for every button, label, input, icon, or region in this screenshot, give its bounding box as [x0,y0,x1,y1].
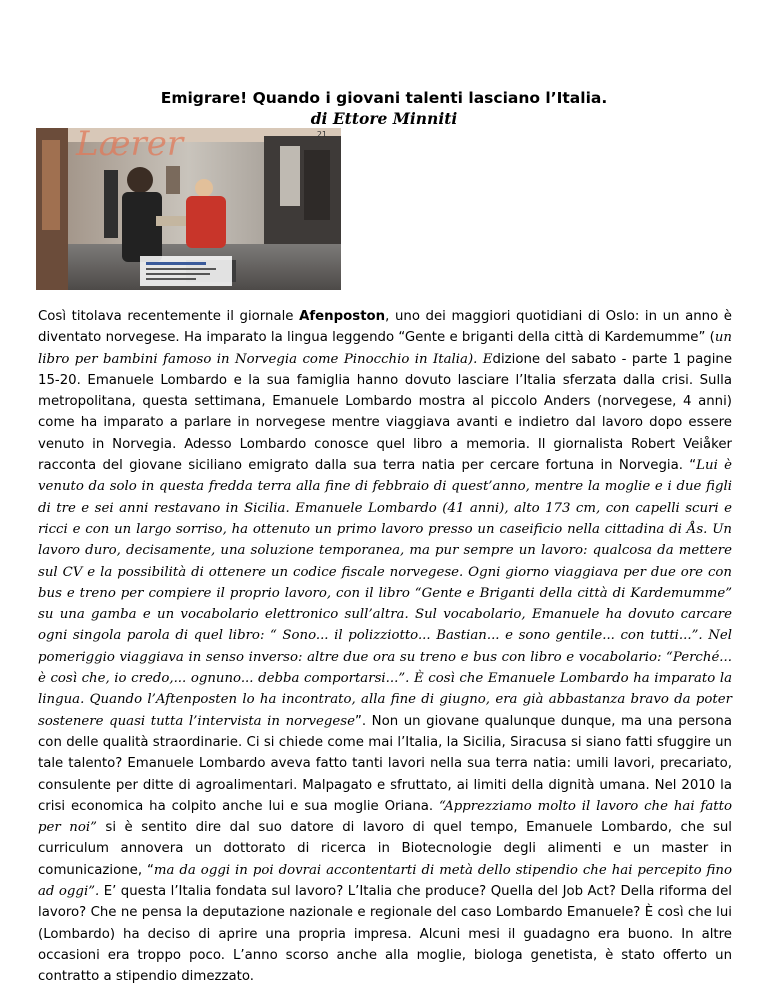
body-text-run: si è sentito dire dal suo datore di lavoro di quel tempo, Emanuele Lombardo, che sul curriculum annovera un dottorato di ricerca in Biotecnologie degli alimenti e un master in comunicazione, “ [38,820,732,878]
article-body [38,306,732,988]
body-text-run: , uno dei maggiori quotidiani di Oslo: in un anno è diventato norvegese. Ha imparato la lingua leggendo “Gente e briganti della città di Kardemumme” ( [38,309,732,346]
body-text-run: Così titolava recentemente il giornale [38,309,300,324]
italic-quote: “Apprezziamo molto il lavoro che hai fatto per noi” [38,798,733,836]
photo-page-number: 21 [316,130,327,139]
body-text-run: dizione del sabato - parte 1 pagine 15-20. Emanuele Lombardo e la sua famiglia hanno dovuto lasciare l’Italia sferzata dalla crisi. Sulla metropolitana, questa settimana, Emanuele Lombardo mostra al piccolo Anders (norvegese, 4 anni) come ha imparato a parlare in norvegese mentre viaggiava avanti e indietro dal lavoro dopo essere venuto in Norvegia. Adesso Lombardo conosce quel libro a memoria. Il giornalista Robert Veiåker racconta del giovane siciliano emigrato dalla sua terra natia per cercare fortuna in Norvegia. “ [38,351,733,474]
article-title: Emigrare! Quando i giovani talenti lasciano l’Italia. [160,89,608,107]
italic-quote: ma da oggi in poi dovrai accontentarti di metà dello stipendio che hai percepito fino ad oggi”. [38,862,732,900]
newspaper-name: Afenposton [299,309,386,324]
body-text-run: ”. Non un giovane qualunque dunque, ma una persona con delle qualità straordinarie. Ci si chiede come mai l’Italia, la Sicilia, Siracusa si siano fatti sfuggire un tale talento? Emanuele Lombardo aveva fatto tanti lavori nella sua terra natia: umili lavori, precariato, consulente per ditte di agroalimentari. Malpagato e sfruttato, ai limiti della dignità umana. Nel 2010 la crisi economica ha colpito anche lui e sua moglie Oriana. [38,713,732,814]
photo-headline: Lærer [76,128,184,164]
newspaper-photo [36,128,341,290]
italic-quote: un libro per bambini famoso in Norvegia come Pinocchio in Italia). E [38,330,732,367]
article-paragraph [38,306,732,988]
body-text-run: E’ questa l’Italia fondata sul lavoro? L’Italia che produce? Quella del Job Act? Della riforma del lavoro? Che ne pensa la deputazione nazionale e regionale del caso Lombardo Emanuele? È così che lui (Lombardo) ha deciso di aprire una propria impresa. Alcuni mesi il guadagno era buono. In altre occasioni era troppo poco. L’anno scorso anche alla moglie, biologa genetista, è stato offerto un contratto a stipendio dimezzato. [38,884,732,985]
article-byline: di Ettore Minniti [310,109,458,128]
italic-quote: Lui è venuto da solo in questa fredda terra alla fine di febbraio di quest’anno, mentre la moglie e i due figli di tre e sei anni restavano in Sicilia. Emanuele Lombardo (41 anni), alto 173 cm, con capelli scuri e ricci e con un largo sorriso, ha ottenuto un primo lavoro presso un caseificio nella cittadina di Ås. Un lavoro duro, decisamente, una soluzione temporanea, ma pur sempre un lavoro: qualcosa da mettere sul CV e la possibilità di ottenere un codice fiscale norvegese. Ogni giorno viaggiava per due ore con bus e treno per compiere il proprio lavoro, con il libro “Gente e Briganti della città di Kardemumme” su una gamba e un vocabolario elettronico sull’altra. Sul vocabolario, Emanuele ha dovuto carcare ogni singola parola di quel libro: “ Sono... il polizziotto... Bastian... e sono gentile... con tutti...”. Nel pomeriggio viaggiava in senso inverso: altre due ora su treno e bus con libro e vocabolario: “Perché... è così che, io credo,... ognuno... debba comportarsi...”. È così che Emanuele Lombardo ha imparato la lingua. Quando l’Aftenposten lo ha incontrato, alla fine di giugno, era già abbastanza bravo da poter sostenere quasi tutta l’intervista in norvegese [38,458,732,729]
